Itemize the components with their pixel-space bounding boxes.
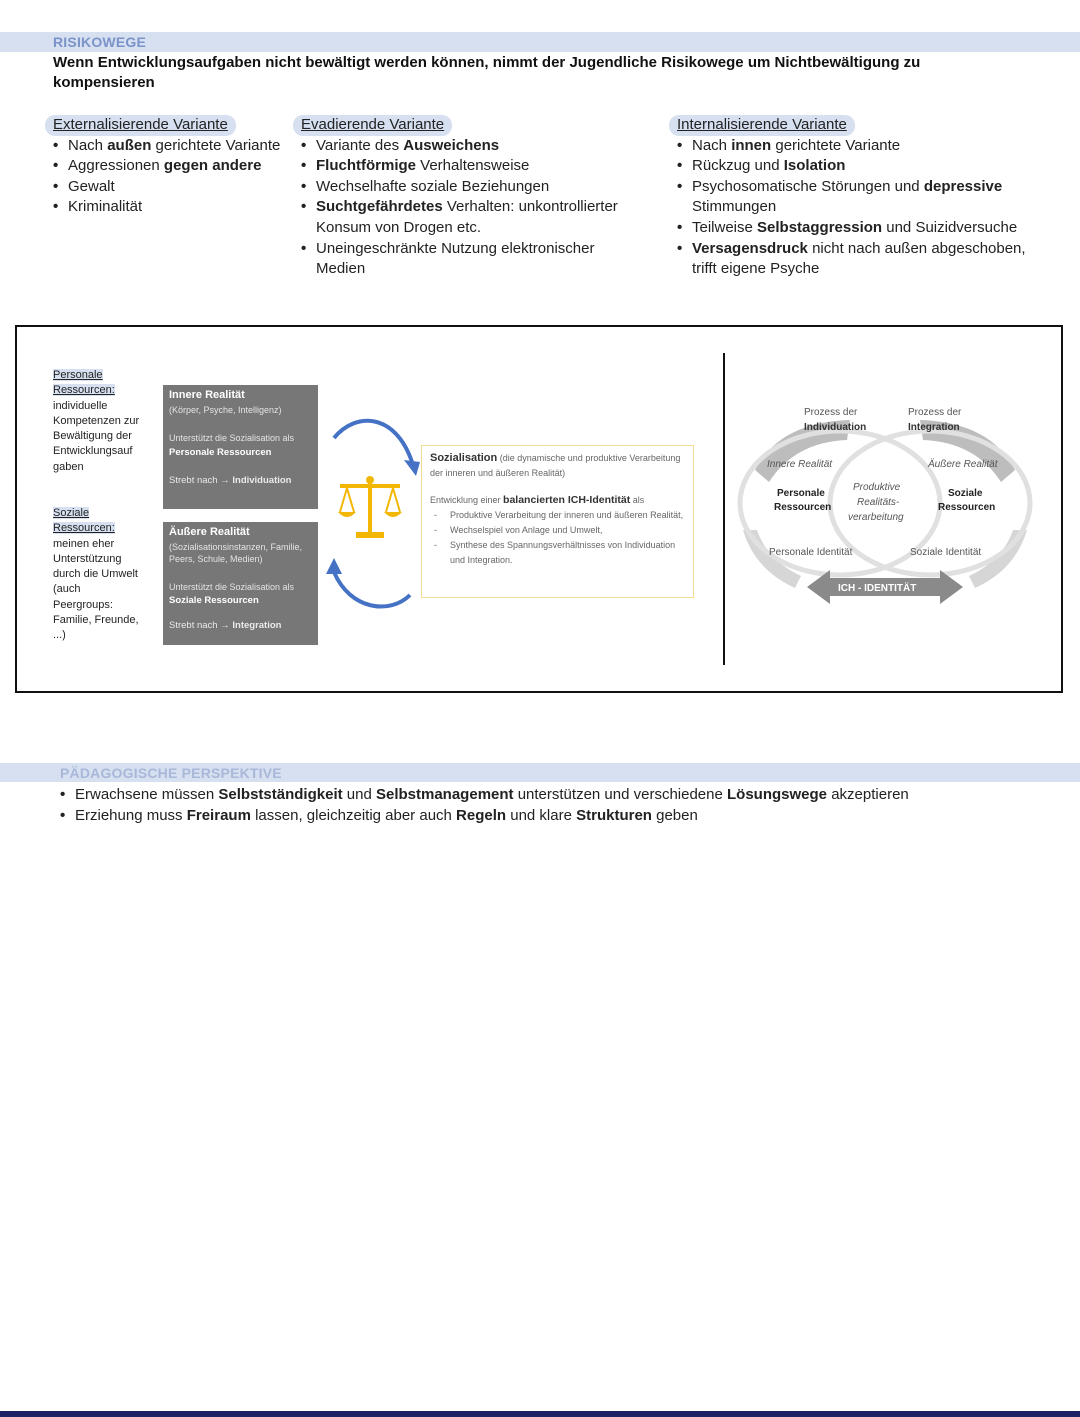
social-resources-note <box>53 506 143 644</box>
list-item-segment: Kriminalität <box>68 198 143 216</box>
section-title-risikowege: RISIKOWEGE <box>53 34 147 50</box>
venn-ich-identitaet: ICH - IDENTITÄT <box>838 583 917 594</box>
social-resources-text: meinen eher Unterstützung durch die Umwelt (auch Peergroups: Familie, Freunde, ...) <box>53 537 139 642</box>
list-item-segment: unterstützen und verschiedene <box>513 786 728 803</box>
list-item-segment: Gewalt <box>68 177 115 195</box>
venn-pers-2: Ressourcen <box>774 502 832 513</box>
personal-resources-head2: Ressourcen: <box>53 384 115 397</box>
outer-strives-text: Strebt nach <box>169 620 218 631</box>
personal-resources-text: individuelle Kompetenzen zur Bewältigung der Entwicklungsauf gaben <box>53 399 140 473</box>
list-item <box>68 136 298 157</box>
sozialisation-dev-bold: balancierten ICH-Identität <box>503 494 631 506</box>
venn-proc-ind-2: Individuation <box>804 422 867 433</box>
list-item-segment: Psychosomatische Störungen und <box>692 177 924 195</box>
column-externalisierend <box>53 115 298 218</box>
list-item-segment: Erziehung muss <box>75 806 187 824</box>
list-item <box>75 785 1050 806</box>
sozialisation-def: (die dynamische und produktive Verarbeitung der inneren und äußeren Realität) <box>430 453 681 478</box>
list-item-segment: Erwachsene müssen <box>75 786 219 803</box>
sozialisation-head: Sozialisation <box>430 452 498 464</box>
sozialisation-item: - Synthese des Spannungsverhältnisses von Individuation und Integration. <box>450 538 685 568</box>
bottom-bar <box>0 1411 1080 1417</box>
venn-proc-ind-1: Prozess der <box>804 407 858 418</box>
social-resources-head2: Ressourcen: <box>53 522 115 535</box>
list-item-segment: Wechselhafte soziale Beziehungen <box>316 177 550 195</box>
list-internalisierend <box>677 136 1037 280</box>
sozialisation-dev-post: als <box>630 495 645 505</box>
list-item-segment: Nach <box>68 136 108 154</box>
list-item-segment: Selbstaggression <box>757 218 883 236</box>
list-item-segment: und Suizidversuche <box>882 218 1018 236</box>
ich-identitaet-venn-diagram <box>735 400 1035 610</box>
curved-arrow-top-icon <box>334 421 412 462</box>
outer-reality-resource: Soziale Ressourcen <box>169 595 259 606</box>
section-title-paedagogik: PÄDAGOGISCHE PERSPEKTIVE <box>60 765 282 781</box>
list-item <box>692 156 1037 177</box>
diagram-divider <box>723 353 725 665</box>
venn-prod-2: Realitäts- <box>857 497 900 508</box>
list-item-segment: gegen andere <box>163 157 262 175</box>
outer-reality-title: Äußere Realität <box>169 526 250 538</box>
list-item <box>68 197 298 218</box>
inner-reality-support: Unterstützt die Sozialisation als <box>169 433 295 443</box>
list-externalisierend <box>53 136 298 218</box>
sozialisation-definition <box>430 451 685 481</box>
list-item <box>75 806 1050 827</box>
venn-proc-int-1: Prozess der <box>908 407 962 418</box>
list-item <box>316 156 646 177</box>
scale-icon <box>338 476 402 538</box>
list-item-segment: Lösungswege <box>727 786 828 803</box>
sozialisation-box <box>421 445 694 598</box>
list-item-segment: lassen, gleichzeitig aber auch <box>250 806 457 824</box>
sozialisation-item: - Wechselspiel von Anlage und Umwelt, <box>450 523 685 538</box>
list-item-segment: und klare <box>506 806 577 824</box>
venn-soz-1: Soziale <box>948 488 983 499</box>
list-item-segment: Verhalten: unkontrollierter Konsum von Drogen etc. <box>316 198 618 236</box>
list-item <box>68 156 298 177</box>
sozialisation-dev-pre: Entwicklung einer <box>430 495 504 505</box>
outer-reality-sub: (Sozialisationsinstanzen, Familie, Peers, Schule, Medien) <box>169 542 303 564</box>
arrow-right-icon: → <box>220 620 230 631</box>
outer-reality-support: Unterstützt die Sozialisation als <box>169 582 295 592</box>
outer-goal-text: Integration <box>232 620 282 631</box>
outer-reality-box <box>163 522 318 645</box>
personal-resources-head1: Personale <box>53 369 103 381</box>
list-item-segment: Uneingeschränkte Nutzung elektronischer Medien <box>316 239 595 278</box>
curved-arrow-bottom-icon <box>334 572 410 607</box>
list-item <box>692 136 1037 157</box>
cycle-arrows-and-scale-graphic <box>320 410 425 615</box>
sozialisation-development <box>430 493 685 508</box>
list-item <box>692 218 1037 239</box>
list-item-segment: geben <box>651 806 698 824</box>
venn-pers-1: Personale <box>777 488 825 499</box>
list-item-segment: Stimmungen <box>692 198 777 216</box>
list-item-segment: Suchtgefährdetes <box>316 198 443 216</box>
list-item-segment: Regeln <box>456 806 507 824</box>
venn-outer: Äußere Realität <box>928 459 998 470</box>
list-evadierend <box>301 136 646 280</box>
paedagogik-list-container <box>60 785 1050 826</box>
list-item-segment: Variante des <box>316 136 404 154</box>
sozialisation-list <box>430 508 685 568</box>
list-item-segment: nicht nach außen abgeschoben, trifft eigene Psyche <box>692 239 1026 278</box>
paedagogik-list <box>60 785 1050 826</box>
list-item-segment: Teilweise <box>692 218 758 236</box>
inner-goal-text: Individuation <box>232 475 292 486</box>
risk-lead-text: Wenn Entwicklungsaufgaben nicht bewältigt werden können, nimmt der Jugendliche Risikowege um Nichtbewältigung zu kompensieren <box>53 54 921 91</box>
inner-reality-sub: (Körper, Psyche, Intelligenz) <box>169 405 282 415</box>
inner-reality-goal-line <box>169 475 312 486</box>
inner-reality-title: Innere Realität <box>169 389 245 401</box>
list-item-segment: depressive <box>923 177 1003 195</box>
list-item <box>316 197 646 238</box>
list-item <box>68 177 298 198</box>
list-item-segment: Selbstständigkeit <box>218 786 343 803</box>
list-item-segment: Ausweichens <box>403 136 500 154</box>
list-item-segment: Isolation <box>783 157 846 175</box>
inner-reality-resource: Personale Ressourcen <box>169 447 272 458</box>
arrow-head-top-icon <box>404 460 420 476</box>
venn-pers-id: Personale Identität <box>769 547 853 558</box>
list-item <box>692 177 1037 218</box>
list-item <box>316 136 646 157</box>
list-item-segment: Fluchtförmige <box>316 157 416 175</box>
venn-soz-id: Soziale Identität <box>910 547 982 558</box>
list-item-segment: Strukturen <box>576 806 652 824</box>
list-item-segment: Rückzug und <box>692 157 784 175</box>
list-item <box>316 177 646 198</box>
list-item-segment: Verhaltensweise <box>416 157 530 175</box>
sozialisation-item: - Produktive Verarbeitung der inneren und äußeren Realität, <box>450 508 685 523</box>
column-head-evadierend: Evadierende Variante <box>293 115 452 136</box>
arrow-right-icon: → <box>220 475 230 486</box>
section-band-risikowege <box>0 32 1080 52</box>
column-internalisierend <box>677 115 1037 280</box>
outer-reality-goal-line <box>169 620 312 631</box>
list-item <box>316 239 646 280</box>
list-item-segment: Versagensdruck <box>692 239 808 257</box>
list-item-segment: innen <box>731 136 772 154</box>
list-item-segment: Aggressionen <box>68 157 164 175</box>
list-item-segment: Nach <box>692 136 732 154</box>
list-item-segment: und <box>342 786 376 803</box>
list-item-segment: außen <box>107 136 152 154</box>
personal-resources-note <box>53 368 143 475</box>
list-item-segment: akzeptieren <box>827 786 909 803</box>
list-item-segment: gerichtete Variante <box>151 136 281 154</box>
list-item-segment: gerichtete Variante <box>771 136 901 154</box>
venn-soz-2: Ressourcen <box>938 502 996 513</box>
column-head-externalisierend: Externalisierende Variante <box>45 115 236 136</box>
venn-prod-1: Produktive <box>853 482 901 493</box>
column-head-internalisierend: Internalisierende Variante <box>669 115 855 136</box>
social-resources-head1: Soziale <box>53 507 90 519</box>
list-item-segment: Freiraum <box>186 806 251 824</box>
list-item <box>692 239 1037 280</box>
arrow-head-bottom-icon <box>326 558 342 574</box>
column-evadierend <box>301 115 646 280</box>
venn-inner: Innere Realität <box>767 459 833 470</box>
inner-reality-box <box>163 385 318 509</box>
venn-proc-int-2: Integration <box>908 422 960 433</box>
venn-prod-3: verarbeitung <box>848 512 904 523</box>
list-item-segment: Selbstmanagement <box>375 786 514 803</box>
inner-strives-text: Strebt nach <box>169 475 218 486</box>
